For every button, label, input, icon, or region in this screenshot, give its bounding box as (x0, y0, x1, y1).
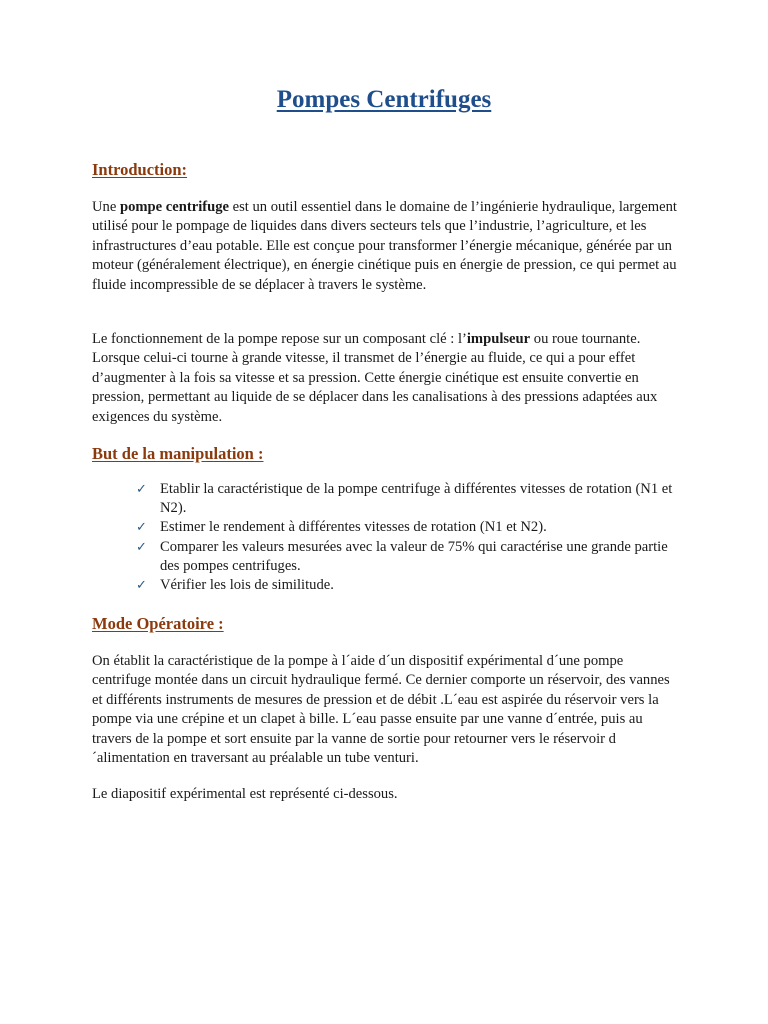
list-item-text: Estimer le rendement à différentes vitesses de rotation (N1 et N2). (160, 519, 547, 536)
checkmark-icon: ✓ (136, 482, 147, 497)
page-title: Pompes Centrifuges (276, 86, 492, 113)
list-item (136, 518, 682, 537)
procedure-paragraph-1: On établit la caractéristique de la pompe à l´aide d´un dispositif expérimental d´une pompe centrifuge montée dans un circuit hydraulique fermé. Ce dernier comporte un réservoir, des vannes et différents instruments de mesures de pression et de débit .L´eau est aspirée du réservoir vers la pompe via une crépine et un clapet à bille. L´eau passe ensuite par une vanne d´entrée, puis au travers de la pompe et sort ensuite par la vanne de sortie pour retourner vers le réservoir d´alimentation en traversant au préalable un tube venturi. (92, 653, 670, 767)
bold-term-pompe-centrifuge: pompe centrifuge (119, 199, 229, 215)
text-run: ou roue tournante. Lorsque celui-ci tourne à grande vitesse, il transmet de l’énergie au fluide, ce qui a pour effet d’augmenter à la fois sa vitesse et sa pression. Cette énergie cinétique est ensuite convertie en pression, permettant au liquide de se déplacer dans les canalisations à des pressions adaptées aux exigences du système. (92, 331, 658, 425)
procedure-paragraph-2: Le diapositif expérimental est représenté ci-dessous. (92, 786, 398, 802)
text-run: Le fonctionnement de la pompe repose sur un composant clé : l’ (92, 331, 467, 347)
list-item-text: Vérifier les lois de similitude. (160, 577, 334, 594)
checkmark-icon: ✓ (136, 520, 147, 536)
list-item-text: Etablir la caractéristique de la pompe centrifuge à différentes vitesses de rotation (N1 et N2). (160, 481, 673, 517)
objective-checklist (136, 480, 682, 595)
list-item-text: Comparer les valeurs mesurées avec la valeur de 75% qui caractérise une grande partie des pompes centrifuges. (160, 538, 668, 574)
list-item (136, 576, 682, 595)
procedure-heading: Mode Opératoire : (92, 614, 224, 633)
checkmark-icon: ✓ (136, 578, 147, 594)
bold-term-impulseur: impulseur (466, 331, 531, 347)
objective-heading: But de la manipulation : (92, 444, 264, 463)
introduction-paragraph-2 (92, 330, 682, 427)
text-run: Une (92, 199, 120, 215)
introduction-paragraph-1 (92, 198, 682, 295)
checkmark-icon: ✓ (136, 539, 147, 555)
introduction-heading: Introduction: (92, 160, 188, 179)
text-run: est un outil essentiel dans le domaine de l’ingénierie hydraulique, largement utilisé pour le pompage de liquides dans divers secteurs tels que l’industrie, l’agriculture, et les infrastructures d’eau potable. Elle est conçue pour transformer l’énergie mécanique, générée par un moteur (généralement électrique), en énergie cinétique puis en énergie de pression, ce qui permet au fluide incompressible de se déplacer à travers le système. (92, 199, 677, 293)
list-item (136, 480, 682, 518)
list-item (136, 538, 682, 576)
